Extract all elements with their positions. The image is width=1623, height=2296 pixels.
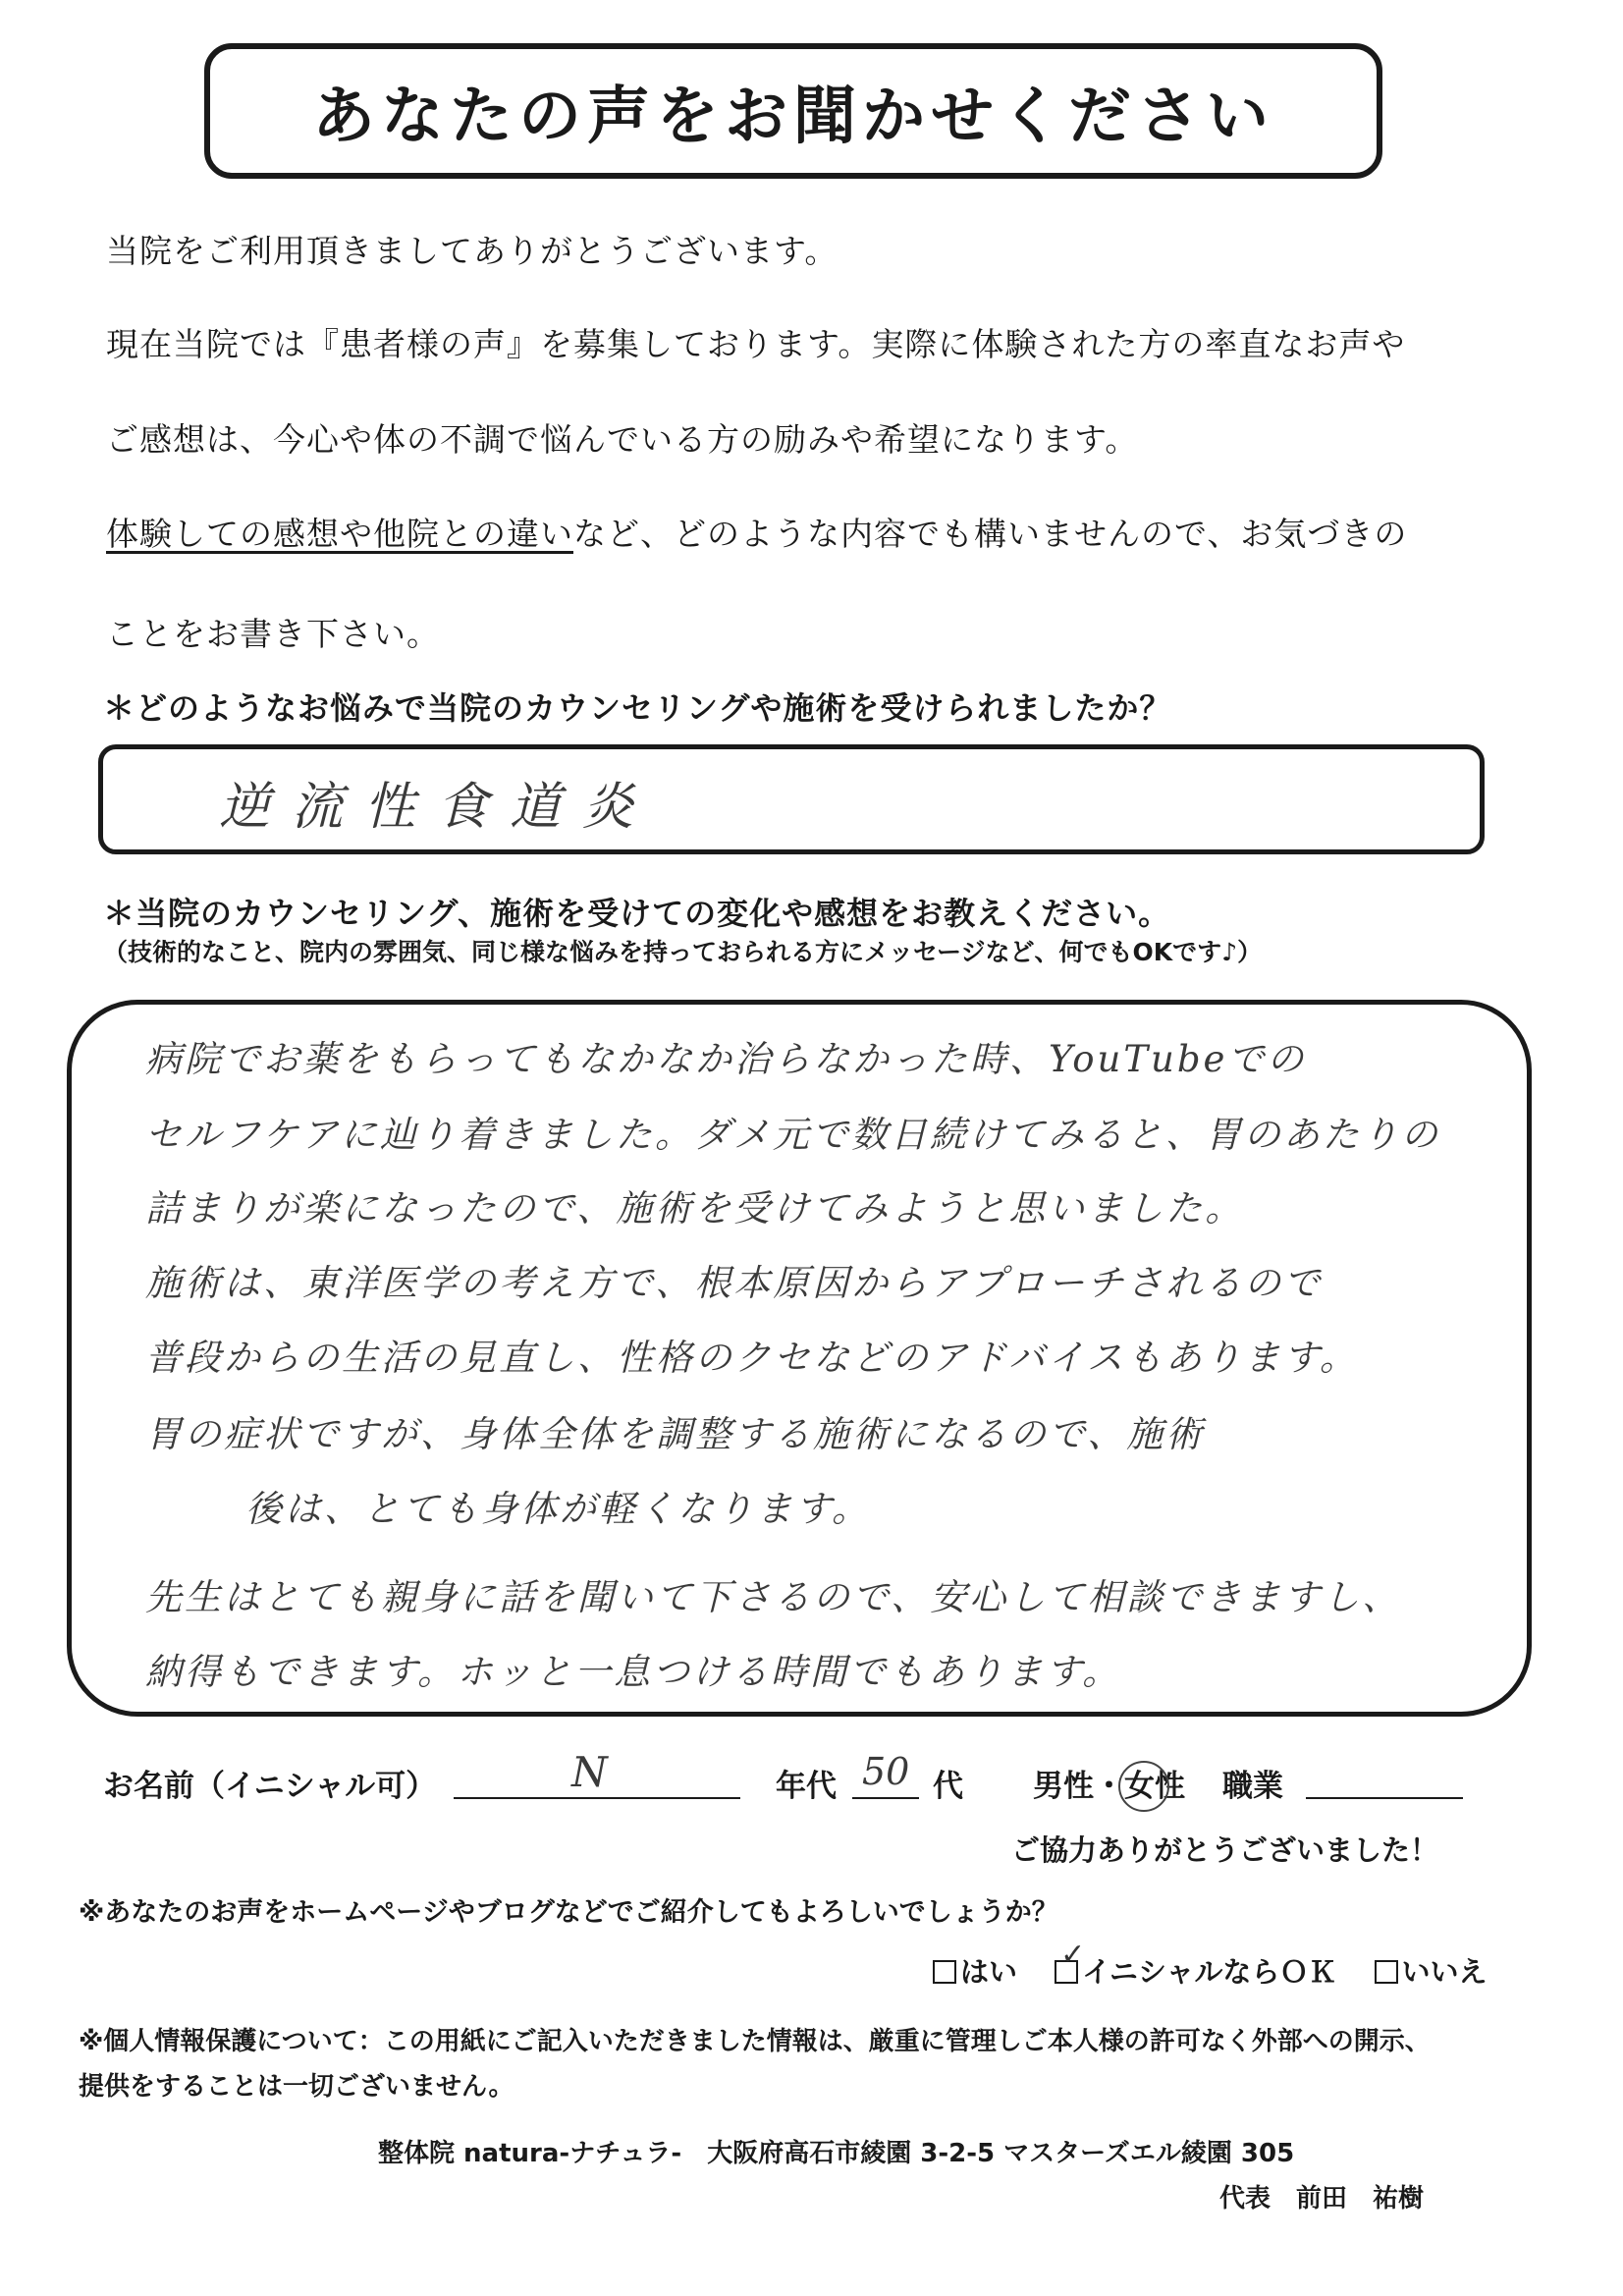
representative: 代表 前田 祐樹	[1219, 2184, 1425, 2214]
gender-circle-mark	[1118, 1761, 1169, 1812]
intro-line-3: ご感想は、今心や体の不調で悩んでいる方の励みや希望になります。	[106, 420, 1139, 459]
age-suffix: 代	[933, 1769, 963, 1804]
page-title: あなたの声をお聞かせください	[312, 81, 1274, 153]
name-line[interactable]	[454, 1797, 740, 1799]
gender-female[interactable]: 女性	[1124, 1769, 1185, 1804]
thanks-message: ご協力ありがとうございました！	[1011, 1833, 1439, 1867]
checkbox-no[interactable]	[1375, 1960, 1398, 1984]
clinic-info: 整体院 natura-ナチュラ- 大阪府高石市綾園 3-2-5 マスターズエル綾園 305	[378, 2139, 1295, 2168]
question-2-note: （技術的なこと、院内の雰囲気、同じ様な悩みを持っておられる方にメッセージなど、何でもOKです♪）	[103, 938, 1263, 966]
gender-selector[interactable]	[1033, 1761, 1185, 1805]
question-1: ＊どのようなお悩みで当院のカウンセリングや施術を受けられましたか？	[103, 689, 1172, 727]
intro-underlined-text: 体験しての感想や他院との違い	[106, 515, 573, 553]
name-label: お名前（イニシャル可）	[103, 1769, 437, 1804]
privacy-line-1: ※個人情報保護について：この用紙にご記入いただきました情報は、厳重に管理しご本人様の許可なく外部への開示、	[79, 2027, 1431, 2056]
job-line[interactable]	[1306, 1797, 1463, 1799]
job-label: 職業	[1222, 1769, 1283, 1804]
gender-male: 男性・	[1033, 1769, 1124, 1804]
intro-line-2: 現在当院では『患者様の声』を募集しております。実際に体験された方の率直なお声や	[106, 325, 1406, 363]
answer-1-box[interactable]	[98, 744, 1485, 854]
intro-line-4-rest: など、どのような内容でも構いませんので、お気づきの	[573, 515, 1408, 553]
name-value: N	[571, 1748, 608, 1796]
age-line[interactable]	[852, 1797, 919, 1799]
answer-2-line-1: 病院でお薬をもらってもなかなか治らなかった時、YouTubeでの	[145, 1038, 1307, 1080]
check-mark-icon: ✓	[1060, 1938, 1086, 1972]
age-value: 50	[862, 1750, 910, 1793]
answer-2-line-4: 施術は、東洋医学の考え方で、根本原因からアプローチされるので	[145, 1262, 1324, 1304]
intro-line-1: 当院をご利用頂きましてありがとうございます。	[106, 232, 839, 270]
checkbox-yes[interactable]	[933, 1960, 956, 1984]
consent-question: ※あなたのお声をホームページやブログなどでご紹介してもよろしいでしょうか？	[79, 1897, 1058, 1928]
question-2: ＊当院のカウンセリング、施術を受けての変化や感想をお教えください。	[103, 895, 1171, 932]
consent-options	[933, 1938, 1488, 1991]
answer-2-line-9: 納得もできます。ホッと一息つける時間でもあります。	[145, 1651, 1122, 1693]
answer-2-line-3: 詰まりが楽になったので、施術を受けてみようと思いました。	[145, 1187, 1245, 1230]
intro-line-5: ことをお書き下さい。	[106, 615, 440, 653]
privacy-line-2: 提供をすることは一切ございません。	[79, 2072, 514, 2102]
answer-2-line-8: 先生はとても親身に話を聞いて下さるので、安心して相談できますし、	[145, 1576, 1402, 1618]
answer-1-handwriting: 逆流性食道炎	[219, 778, 656, 837]
answer-2-line-2: セルフケアに辿り着きました。ダメ元で数日続けてみると、胃のあたりの	[145, 1114, 1440, 1156]
title-box	[204, 43, 1382, 179]
answer-2-line-5: 普段からの生活の見直し、性格のクセなどのアドバイスもあります。	[145, 1337, 1359, 1379]
consent-option-yes[interactable]: はい	[933, 1955, 1017, 1989]
answer-2-line-7: 後は、とても身体が軽くなります。	[245, 1488, 872, 1530]
consent-option-no[interactable]: いいえ	[1375, 1955, 1488, 1989]
consent-option-initial[interactable]: ✓ イニシャルならＯＫ	[1055, 1955, 1336, 1989]
intro-line-4	[106, 509, 1407, 555]
answer-2-line-6: 胃の症状ですが、身体全体を調整する施術になるので、施術	[145, 1413, 1206, 1455]
age-label: 年代	[776, 1769, 837, 1804]
